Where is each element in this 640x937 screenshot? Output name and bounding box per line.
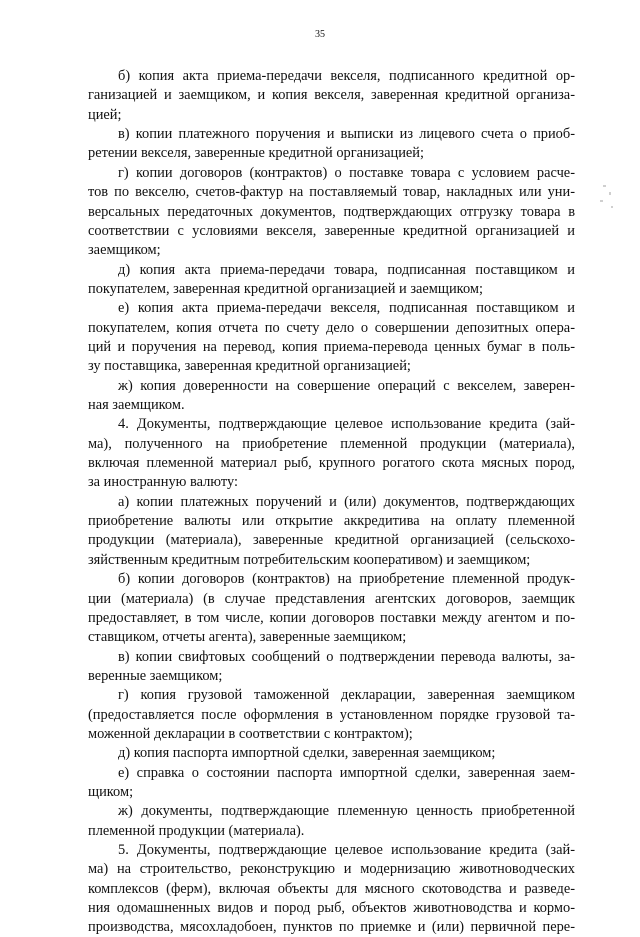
text-line: 4. Документы, подтверждающие целевое использование кредита (зай- <box>118 416 575 433</box>
text-line: ций и поручения на перевод, копия приема-перевода ценных бумаг в поль- <box>88 338 575 355</box>
text-line: б) копии договоров (контрактов) на приобретение племенной продук- <box>118 571 575 588</box>
text-line: ж) копия доверенности на совершение операций с векселем, заверен- <box>118 377 575 394</box>
text-line: г) копия грузовой таможенной декларации, заверенная заемщиком <box>118 687 575 704</box>
text-line: ма) на строительство, реконструкцию и модернизацию животноводческих <box>88 861 575 878</box>
text-line: а) копии платежных поручений и (или) документов, подтверждающих <box>118 493 575 510</box>
text-line: комплексов (ферм), включая объекты для мясного скотоводства и разведе- <box>88 880 575 897</box>
text-line: ма), полученного на приобретение племенной продукции (материала), <box>88 435 575 452</box>
text-line: тов по векселю, счетов-фактур на поставляемый товар, накладных или уни- <box>88 184 575 201</box>
scan-artifact <box>603 185 606 187</box>
text-line: е) справка о состоянии паспорта импортной сделки, заверенная заем- <box>118 764 575 781</box>
text-line: г) копии договоров (контрактов) о поставке товара с условием расче- <box>118 164 575 181</box>
text-line: е) копия акта приема-передачи векселя, подписанная поставщиком и <box>118 300 575 317</box>
text-line: версальных передаточных документов, подтверждающих отгрузку товара в <box>88 203 575 220</box>
text-line: (предоставляется после оформления в установленном порядке грузовой та- <box>88 706 575 723</box>
text-line: ная заемщиком. <box>88 397 185 413</box>
text-line: д) копия акта приема-передачи товара, подписанная поставщиком и <box>118 261 575 278</box>
text-line: цией; <box>88 106 122 123</box>
text-line: производства, мясохладобоен, пунктов по приемке и (или) первичной пере- <box>88 919 575 936</box>
scan-artifact <box>609 192 611 195</box>
text-line: зяйственным кредитным потребительским кооперативом) и заемщиком; <box>88 551 531 568</box>
text-line: д) копия паспорта импортной сделки, заверенная заемщиком; <box>118 745 496 762</box>
text-line: ставщиком, отчеты агента), заверенные заемщиком; <box>88 629 407 646</box>
text-line: в) копии свифтовых сообщений о подтверждении перевода валюты, за- <box>118 648 575 665</box>
text-line: щиком; <box>88 784 134 800</box>
text-line: предоставляет, в том числе, копии договоров поставки между агентом и по- <box>88 609 575 626</box>
text-line: заемщиком; <box>88 242 161 259</box>
text-line: ганизацией и заемщиком, и копия векселя, заверенная кредитной организа- <box>88 87 575 104</box>
text-line: покупателем, копия отчета по счету дело о совершении депозитных опера- <box>88 319 575 336</box>
text-line: 5. Документы, подтверждающие целевое использование кредита (зай- <box>118 842 575 858</box>
text-line: зу поставщика, заверенная кредитной организацией; <box>88 358 411 375</box>
text-line: моженной декларации в соответствии с контрактом); <box>88 725 413 742</box>
text-line: за иностранную валюту: <box>88 474 238 491</box>
text-line: покупателем, заверенная кредитной организацией и заемщиком; <box>88 280 483 297</box>
text-line: продукции (материала), заверенные кредитной организацией (сельскохо- <box>88 532 575 549</box>
page-number: 35 <box>315 29 325 40</box>
text-line: соответствии с условиями векселя, заверенные кредитной организацией и <box>88 222 575 239</box>
text-line: племенной продукции (материала). <box>88 822 305 839</box>
text-line: в) копии платежного поручения и выписки из лицевого счета о приоб- <box>118 126 575 143</box>
text-line: приобретение валюты или открытие аккредитива на оплату племенной <box>88 513 575 529</box>
text-line: ж) документы, подтверждающие племенную ценность приобретенной <box>118 803 575 820</box>
scan-artifact <box>600 200 603 202</box>
text-line: ния одомашненных видов и пород рыб, объектов животноводства и кормо- <box>88 900 575 917</box>
text-line: б) копия акта приема-передачи векселя, подписанного кредитной ор- <box>118 68 575 84</box>
text-line: ции (материала) (в случае представления агентских договоров, заемщик <box>88 590 575 607</box>
scan-artifact <box>611 206 613 208</box>
text-line: ретении векселя, заверенные кредитной организацией; <box>88 145 424 162</box>
text-line: включая племенной материал рыб, крупного рогатого скота мясных пород, <box>88 455 575 471</box>
text-line: веренные заемщиком; <box>88 667 223 684</box>
